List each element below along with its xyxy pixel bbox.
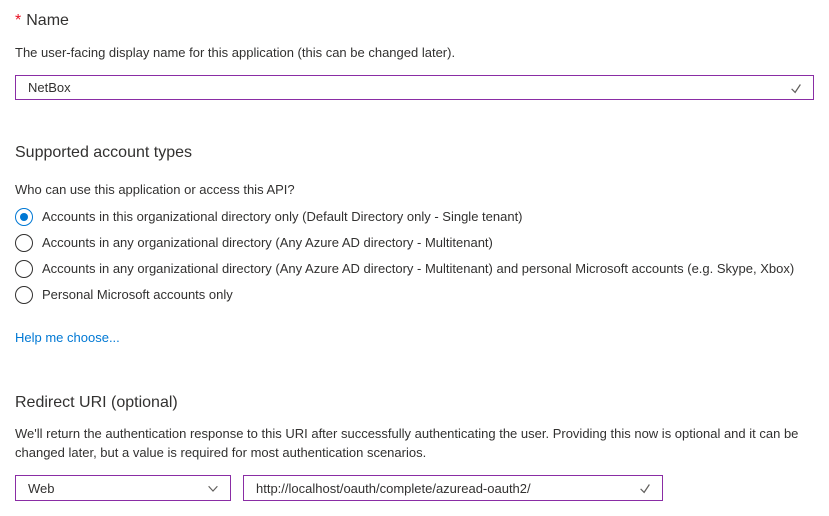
radio-option-personal-only[interactable] [15, 282, 814, 308]
chevron-down-icon [205, 480, 221, 496]
redirect-uri-input[interactable] [244, 476, 662, 500]
redirect-uri-row [15, 475, 814, 501]
redirect-uri-title: Redirect URI (optional) [15, 394, 178, 411]
valid-checkmark-icon [788, 80, 804, 96]
required-asterisk: * [15, 12, 22, 29]
radio-option-single-tenant[interactable] [15, 204, 814, 230]
radio-option-label: Accounts in this organizational directory only (Default Directory only - Single tenant) [42, 209, 523, 224]
name-input[interactable] [16, 76, 813, 99]
radio-option-label: Accounts in any organizational directory (Any Azure AD directory - Multitenant) and personal Microsoft accounts (e.g. Skype, Xbox) [42, 261, 795, 276]
radio-option-multitenant-personal[interactable] [15, 256, 814, 282]
account-types-question: Who can use this application or access this API? [15, 182, 295, 197]
radio-button-icon[interactable] [15, 208, 33, 226]
name-section-title [15, 0, 814, 31]
radio-button-icon[interactable] [15, 286, 33, 304]
platform-select-value: Web [28, 480, 55, 496]
radio-option-multitenant[interactable] [15, 230, 814, 256]
radio-option-label: Personal Microsoft accounts only [42, 287, 233, 302]
name-label: Name [26, 12, 69, 29]
name-input-container [15, 75, 814, 100]
account-types-radio-group [15, 204, 814, 308]
platform-select[interactable] [15, 475, 231, 501]
redirect-uri-description: We'll return the authentication response to this URI after successfully authenticating the user. Providing this now is optional and it can be changed later, but a value is required for most authentication scenarios. [15, 426, 799, 460]
help-me-choose-link[interactable]: Help me choose... [15, 330, 120, 345]
name-description: The user-facing display name for this application (this can be changed later). [15, 45, 456, 60]
account-types-title: Supported account types [15, 144, 193, 161]
radio-button-icon[interactable] [15, 234, 33, 252]
radio-option-label: Accounts in any organizational directory (Any Azure AD directory - Multitenant) [42, 235, 493, 250]
redirect-uri-input-container [243, 475, 663, 501]
valid-checkmark-icon [637, 480, 653, 496]
radio-button-icon[interactable] [15, 260, 33, 278]
